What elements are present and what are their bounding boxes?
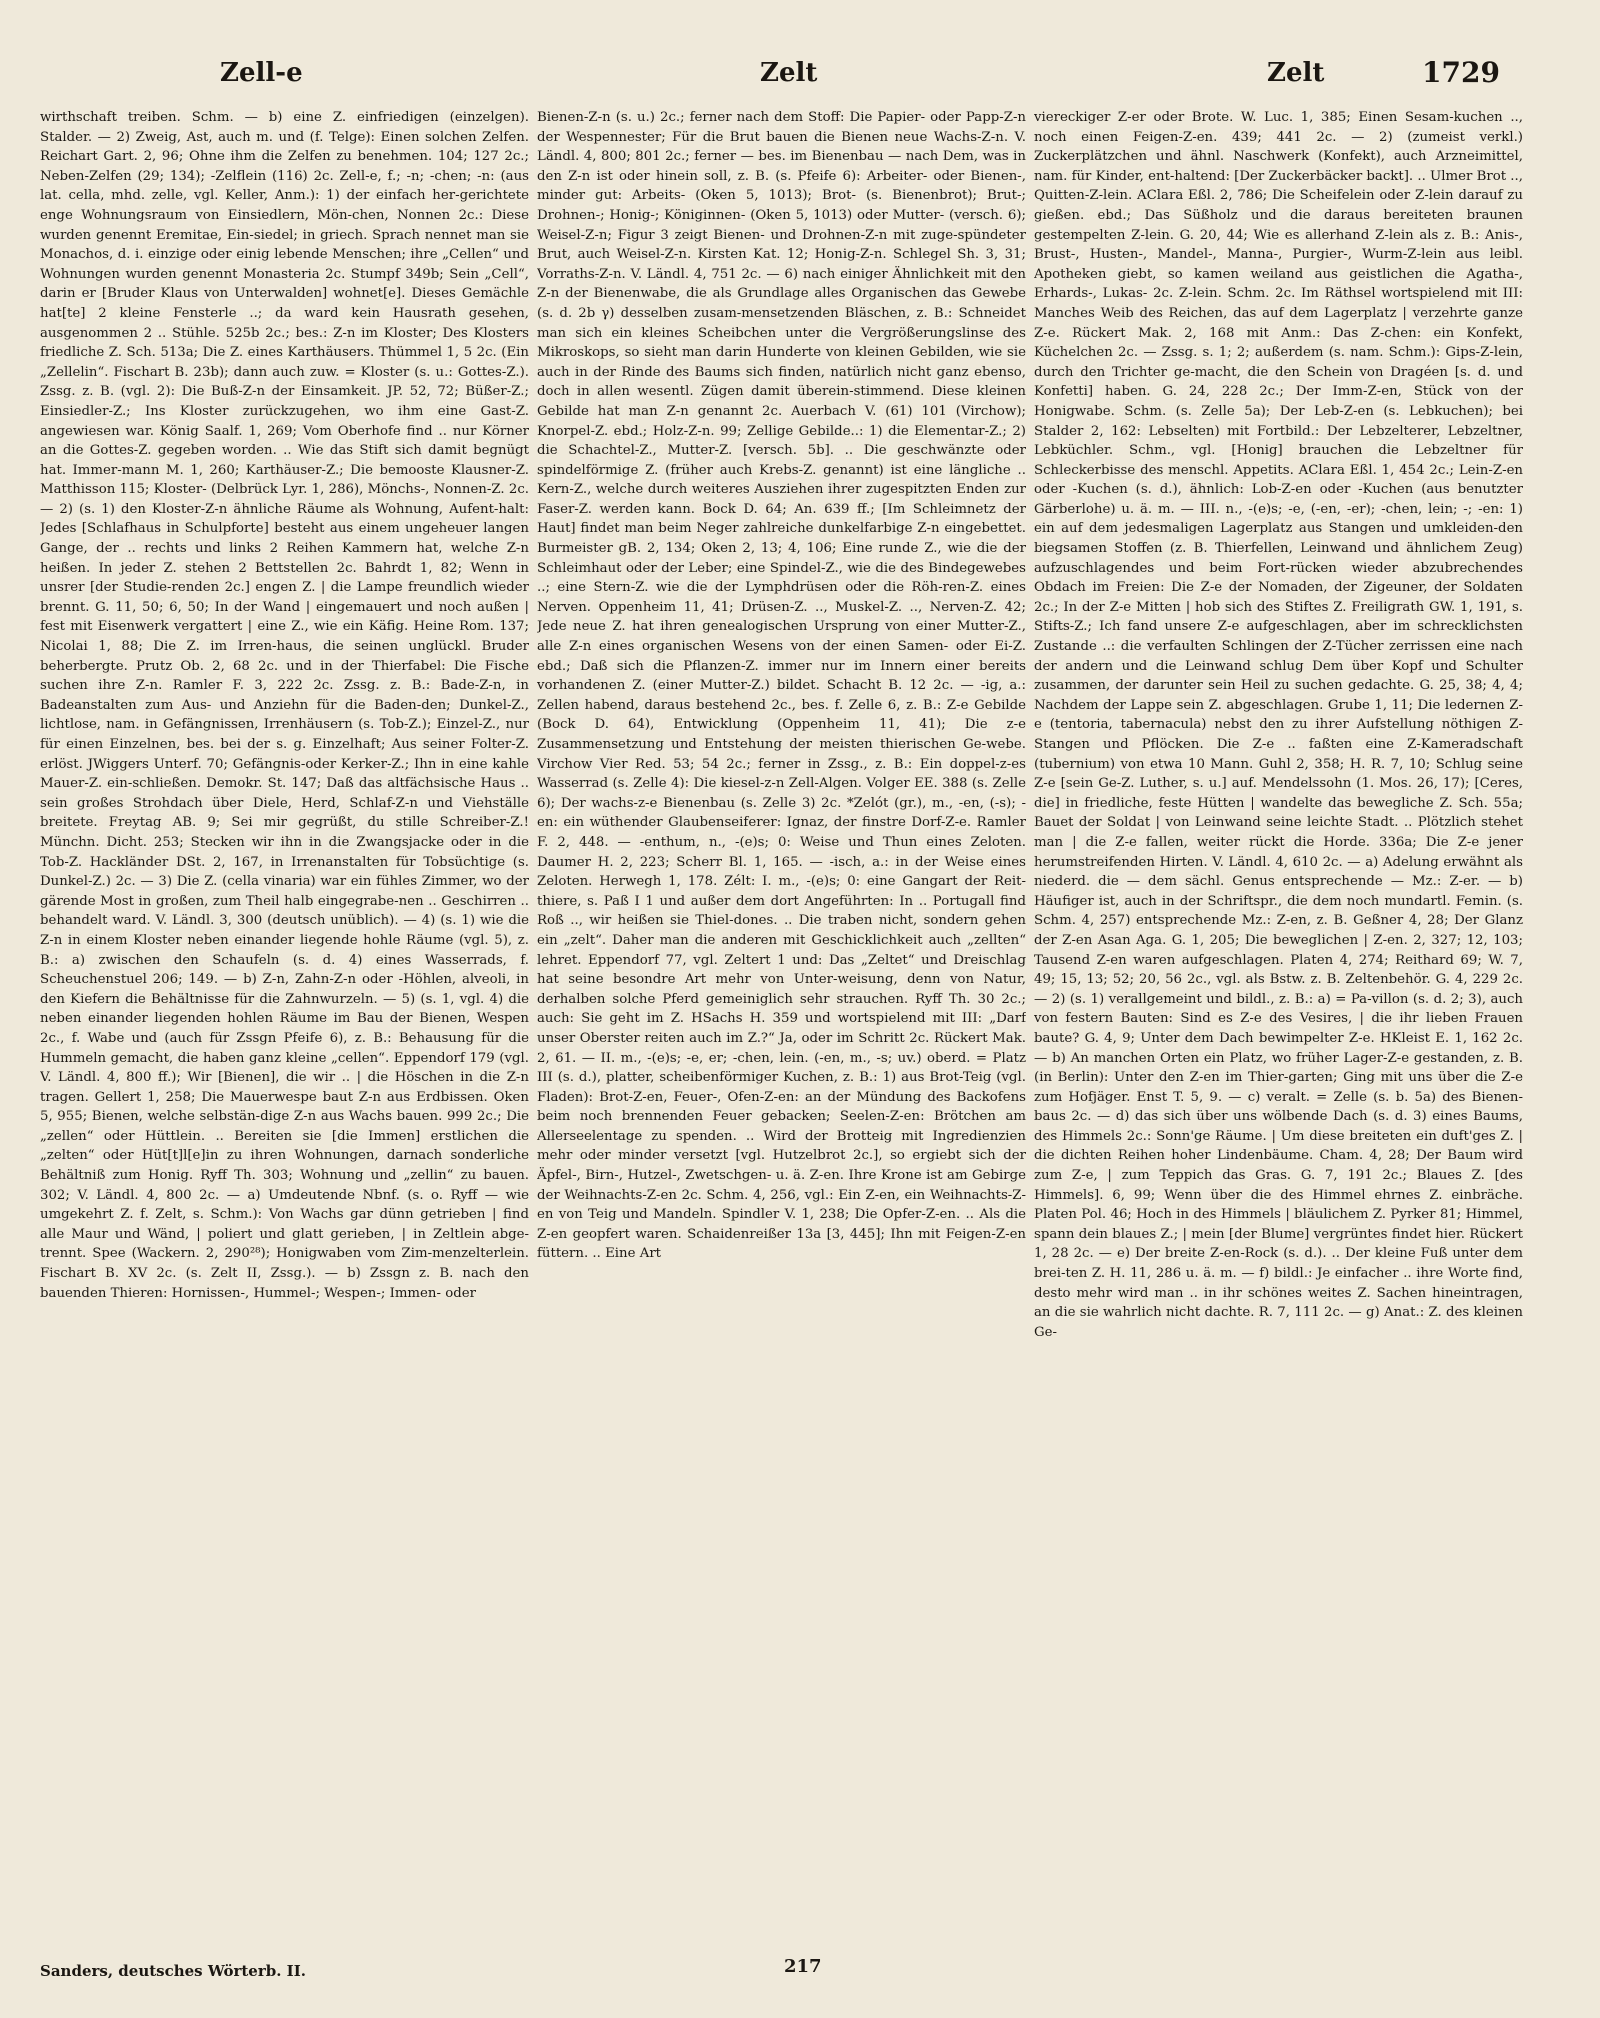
column-1-text: wirthschaft treiben. Schm. — b) eine Z. einfriedigen (einzelgen). Stalder. — 2) Zweig, Ast, auch m. und (f. Telge): Einen solchen Zelfen. Reichart Gart. 2, 96; Ohne ihm die Zelfen zu benehmen. 104; 127 2c.; Neben-Zelfen (29; 134); -Zelflein (116) 2c. Zell-e, f.; -n; -chen; -n: (aus lat. cella, mhd. zelle, vgl. Keller, Anm.): 1) der einfach her-gerichtete enge Wohnungsraum von Einsiedlern, Mön-chen, Nonnen 2c.: Diese wurden genennt Eremitae, Ein-siedel; in griech. Sprach nennet man sie Monachos, d. i. einzige oder einig lebende Menschen; ihre „Cellen“ und Wohnungen wurden genennt Monasteria 2c. Stumpf 349b; Sein „Cell“, darin er [Bruder Klaus von Unterwalden] wohnet[e]. Dieses Gemächle hat[te] 2 kleine Fensterle ..; da ward kein Hausrath gesehen, ausgenommen 2 .. Stühle. 525b 2c.; bes.: Z-n im Kloster; Des Klosters friedliche Z. Sch. 513a; Die Z. eines Karthäusers. Thümmel 1, 5 2c. (Ein „Zellelin“. Fischart B. 23b); dann auch zuw. = Kloster (s. u.: Gottes-Z.). Zssg. z. B. (vgl. 2): Die Buß-Z-n der Einsamkeit. JP. 52, 72; Büßer-Z.; Einsiedler-Z.; Ins Kloster zurückzugehen, wo ihm eine Gast-Z. angewiesen war. König Saalf. 1, 269; Vom Oberhofe find .. nur Körner an die Gottes-Z. gegeben worden. .. Wie das Stift sich damit begnügt hat. Immer-mann M. 1, 260; Karthäuser-Z.; Die bemooste Klausner-Z. Matthisson 115; Kloster- (Delbrück Lyr. 1, 286), Mönchs-, Nonnen-Z. 2c. — 2) (s. 1) den Kloster-Z-n ähnliche Räume als Wohnung, Aufent-halt: Jedes [Schlafhaus in Schulpforte] besteht aus einem ungeheuer langen Gange, der .. rechts und links 2 Reihen Kammern hat, welche Z-n heißen. In jeder Z. stehen 2 Bettstellen 2c. Bahrdt 1, 82; Wenn in unsrer [der Studie-renden 2c.] engen Z. | die Lampe freundlich wieder brennt. G. 11, 50; 6, 50; In der Wand | eingemauert und noch außen | fest mit Eisenwerk vergattert | eine Z., wie ein Käfig. Heine Rom. 137; Nicolai 1, 88; Die Z. im Irren-haus, die seinen unglückl. Bruder beherbergte. Prutz Ob. 2, 68 2c. und in der Thierfabel: Die Fische suchen ihre Z-n. Ramler F. 3, 222 2c. Zssg. z. B.: Bade-Z-n, in Badeanstalten zum Aus- und Anziehn für die Baden-den; Dunkel-Z., lichtlose, nam. in Gefängnissen, Irrenhäusern (s. Tob-Z.); Einzel-Z., nur für einen Einzelnen, bes. bei der s. g. Einzelhaft; Aus seiner Folter-Z. erlöst. JWiggers Unterf. 70; Gefängnis-oder Kerker-Z.; Ihn in eine kahle Mauer-Z. ein-schließen. Demokr. St. 147; Daß das altfächsische Haus .. sein großes Strohdach über Diele, Herd, Schlaf-Z-n und Viehställe breitete. Freytag AB. 9; Sei mir gegrüßt, du stille Schreiber-Z.! Münchn. Dicht. 253; Stecken wir ihn in die Zwangsjacke oder in die Tob-Z. Hackländer DSt. 2, 167, in Irrenanstalten für Tobsüchtige (s. Dunkel-Z.) 2c. — 3) Die Z. (cella vinaria) war ein fühles Zimmer, wo der gärende Most in großen, zum Theil halb eingegrabe-nen .. Geschirren .. behandelt ward. V. Ländl. 3, 300 (deutsch unüblich). — 4) (s. 1) wie die Z-n in einem Kloster neben einander liegende hohle Räume (vgl. 5), z. B.: a) zwischen den Schaufeln (s. d. 4) eines Wasserrads, f. Scheuchenstuel 206; 149. — b) Z-n, Zahn-Z-n oder -Höhlen, alveoli, in den Kiefern die Behältnisse für die Zahnwurzeln. — 5) (s. 1, vgl. 4) die neben einander liegenden hohlen Räume im Bau der Bienen, Wespen 2c., f. Wabe und (auch für Zssgn Pfeife 6), z. B.: Behausung für die Hummeln gemacht, die haben ganz kleine „cellen“. Eppendorf 179 (vgl. V. Ländl. 4, 800 ff.); Wir [Bienen], die wir .. | die Höschen in die Z-n tragen. Gellert 1, 258; Die Mauerwespe baut Z-n aus Erdbissen. Oken 5, 955; Bienen, welche selbstän-dige Z-n aus Wachs bauen. 999 2c.; Die „zellen“ oder Hüttlein. .. Bereiten sie [die Immen] erstlichen die „zelten“ oder Hüt[t]l[e]in zu ihren Wohnungen, darnach sonderliche Behältniß zum Honig. Ryff Th. 303; Wohnung und „zellin“ zu bauen. 302; V. Ländl. 4, 800 2c. — a) Umdeutende Nbnf. (s. o. Ryff — wie umgekehrt Z. f. Zelt, s. Schm.): Von Wachs gar dünn getrieben | find alle Maur und Wänd, | poliert und glatt gerieben, | in Zeltlein abge-trennt. Spee (Wackern. 2, 290²⁸); Honigwaben vom Zim-menzelterlein. Fischart B. XV 2c. (s. Zelt II, Zssg.). — b) Zssgn z. B. nach den bauenden Thieren: Hornissen-, Hummel-; Wespen-; Immen- oder bbox=[40, 110, 529, 1301]
running-head-center: Zelt bbox=[760, 58, 818, 88]
column-1 bbox=[40, 108, 529, 1948]
page-number: 1729 bbox=[1422, 56, 1500, 89]
column-2 bbox=[537, 108, 1026, 1948]
running-head-right: Zelt bbox=[1267, 58, 1325, 88]
text-columns bbox=[40, 108, 1570, 1948]
running-head-left: Zell-e bbox=[220, 58, 303, 88]
dictionary-page bbox=[40, 0, 1570, 2018]
footer-sheet-number: 217 bbox=[784, 1956, 822, 1977]
column-3-text: viereckiger Z-er oder Brote. W. Luc. 1, 385; Einen Sesam-kuchen .., noch einen Feigen-Z-en. 439; 441 2c. — 2) (zumeist verkl.) Zuckerplätzchen und ähnl. Naschwerk (Konfekt), auch Arzneimittel, nam. für Kinder, ent-haltend: [Der Zuckerbäcker backt]. .. Ulmer Brot .., Quitten-Z-lein. AClara Eßl. 2, 786; Die Scheifelein oder Z-lein darauf zu gießen. ebd.; Das Süßholz und die daraus bereiteten braunen gestempelten Z-lein. G. 20, 44; Wie es allerhand Z-lein als z. B.: Anis-, Brust-, Husten-, Mandel-, Manna-, Purgier-, Wurm-Z-lein aus leibl. Apotheken giebt, so kamen weiland aus geistlichen die Agatha-, Erhards-, Lukas- 2c. Z-lein. Schm. 2c. Im Räthsel wortspielend mit III: Manches Weib des Reichen, das auf dem Lagerplatz | verzehrte ganze Z-e. Rückert Mak. 2, 168 mit Anm.: Das Z-chen: ein Konfekt, Küchelchen 2c. — Zssg. s. 1; 2; außerdem (s. nam. Schm.): Gips-Z-lein, durch den Trichter ge-macht, die den Schein von Dragéen [s. d. und Konfetti] haben. G. 24, 228 2c.; Der Imm-Z-en, Stück von der Honigwabe. Schm. (s. Zelle 5a); Der Leb-Z-en (s. Lebkuchen); bei Stalder 2, 162: Lebselten) mit Fortbild.: Der Lebzelterer, Lebzeltner, Lebküchler. Schm., vgl. [Honig] brauchen die Lebzeltner für Schleckerbisse des menschl. Appetits. AClara Eßl. 1, 454 2c.; Lein-Z-en oder -Kuchen (s. d.), ähnlich: Lob-Z-en oder -Kuchen (aus benutzter Gärberlohe) u. ä. m. — III. n., -(e)s; -e, (-en, -er); -chen, lein; -; -en: 1) ein auf dem jedesmaligen Lagerplatz aus Stangen und umkleiden-den biegsamen Stoffen (z. B. Thierfellen, Leinwand und ähnlichem Zeug) aufzuschlagendes und beim Fort-rücken wieder abzubrechendes Obdach im Freien: Die Z-e der Nomaden, der Zigeuner, der Soldaten 2c.; In der Z-e Mitten | hob sich des Stiftes Z. Freiligrath GW. 1, 191, s. Stifts-Z.; Ich fand unsere Z-e aufgeschlagen, aber im schrecklichsten Zustande ..: die verfaulten Schlingen der Z-Tücher zerrissen eine nach der andern und die Leinwand schlug Dem über Kopf und Schulter zusammen, der darunter sein Heil zu suchen gedachte. G. 25, 38; 4, 4; Nachdem der Lappe sein Z. abgeschlagen. Grube 1, 11; Die ledernen Z-e (tentoria, tabernacula) nebst den zu ihrer Aufstellung nöthigen Z-Stangen und Pflöcken. Die Z-e .. faßten eine Z-Kameradschaft (tubernium) von etwa 10 Mann. Guhl 2, 358; H. R. 7, 10; Schlug seine Z-e [sein Ge-Z. Luther, s. u.] auf. Mendelssohn (1. Mos. 26, 17); [Ceres, die] in friedliche, feste Hütten | wandelte das bewegliche Z. Sch. 55a; Bauet der Soldat | von Leinwand seine leichte Stadt. .. Plötzlich stehet man | die Z-e fallen, weiter rückt die Horde. 336a; Die Z-e jener herumstreifenden Hirten. V. Ländl. 4, 610 2c. — a) Adelung erwähnt als niederd. die — dem sächl. Genus entsprechende — Mz.: Z-er. — b) Häufiger ist, auch in der Schriftspr., die dem noch mundartl. Femin. (s. Schm. 4, 257) entsprechende Mz.: Z-en, z. B. Geßner 4, 28; Der Glanz der Z-en Asan Aga. G. 1, 205; Die beweglichen | Z-en. 2, 327; 12, 103; Tausend Z-en waren aufgeschlagen. Platen 4, 274; Reithard 69; W. 7, 49; 15, 13; 52; 20, 56 2c., vgl. als Bstw. z. B. Zeltenbehör. G. 4, 229 2c. — 2) (s. 1) verallgemeint und bildl., z. B.: a) = Pa-villon (s. d. 2; 3), auch von festern Bauten: Sind es Z-e des Vesires, | die ihr lieben Frauen baute? G. 4, 9; Unter dem Dach bewimpelter Z-e. HKleist E. 1, 162 2c. — b) An manchen Orten ein Platz, wo früher Lager-Z-e gestanden, z. B. (in Berlin): Unter den Z-en im Thier-garten; Ging mit uns über die Z-e zum Hofjäger. Enst T. 5, 9. — c) veralt. = Zelle (s. b. 5a) des Bienen-baus 2c. — d) das sich über uns wölbende Dach (s. d. 3) eines Baums, des Himmels 2c.: Sonn'ge Räume. | Um diese breiteten ein duft'ges Z. | die dichten Reihen hoher Lindenbäume. Cham. 4, 28; Der Baum wird zum Z-e, | zum Teppich das Gras. G. 7, 191 2c.; Blaues Z. [des Himmels]. 6, 99; Wenn über die des Himmel ehrnes Z. einbräche. Platen Pol. 46; Hoch in des Himmels | bläulichem Z. Pyrker 81; Himmel, spann dein blaues Z.; | mein [der Blume] vergrüntes findet hier. Rückert 1, 28 2c. — e) Der breite Z-en-Rock (s. d.). .. Der kleine Fuß unter dem brei-ten Z. H. 11, 286 u. ä. m. — f) bildl.: Je einfacher .. ihre Worte find, desto mehr wird man .. in ihr schönes weites Z. Sachen hineintragen, an die sie wahrlich nicht dachte. R. 7, 111 2c. — g) Anat.: Z. des kleinen Ge- bbox=[1034, 110, 1523, 1340]
footer-signature: Sanders, deutsches Wörterb. II. bbox=[40, 1962, 306, 1980]
column-2-text: Bienen-Z-n (s. u.) 2c.; ferner nach dem Stoff: Die Papier- oder Papp-Z-n der Wespennester; Für die Brut bauen die Bienen neue Wachs-Z-n. V. Ländl. 4, 800; 801 2c.; ferner — bes. im Bienenbau — nach Dem, was in den Z-n ist oder hinein soll, z. B. (s. Pfeife 6): Arbeiter- oder Bienen-, minder gut: Arbeits- (Oken 5, 1013); Brot- (s. Bienenbrot); Brut-; Drohnen-; Honig-; Königinnen- (Oken 5, 1013) oder Mutter- (versch. 6); Weisel-Z-n; Figur 3 zeigt Bienen- und Drohnen-Z-n mit zuge-spündeter Brut, auch Weisel-Z-n. Kirsten Kat. 12; Honig-Z-n. Schlegel Sh. 3, 31; Vorraths-Z-n. V. Ländl. 4, 751 2c. — 6) nach einiger Ähnlichkeit mit den Z-n der Bienenwabe, die als Grundlage alles Organischen das Gewebe (s. d. 2b γ) desselben zusam-mensetzenden Bläschen, z. B.: Schneidet man sich ein kleines Scheibchen unter die Vergrößerungslinse des Mikroskops, so sieht man darin Hunderte von kleinen Gebilden, wie sie auch in der Rinde des Baums sich finden, natürlich nicht ganz ebenso, doch in allen wesentl. Zügen damit überein-stimmend. Diese kleinen Gebilde hat man Z-n genannt 2c. Auerbach V. (61) 101 (Virchow); Knorpel-Z. ebd.; Holz-Z-n. 99; Zellige Gebilde..: 1) die Elementar-Z.; 2) die Schachtel-Z., Mutter-Z. [versch. 5b]. .. Die geschwänzte oder spindelförmige Z. (früher auch Krebs-Z. genannt) ist eine längliche .. Kern-Z., welche durch weiteres Ausziehen ihrer zugespitzten Enden zur Faser-Z. werden kann. Bock D. 64; An. 639 ff.; [Im Schleimnetz der Haut] findet man beim Neger zahlreiche dunkelfarbige Z-n eingebettet. Burmeister gB. 2, 134; Oken 2, 13; 4, 106; Eine runde Z., wie die der Schleimhaut oder der Leber; eine Spindel-Z., wie die des Bindegewebes ..; eine Stern-Z. wie die der Lymphdrüsen oder die Röh-ren-Z. eines Nerven. Oppenheim 11, 41; Drüsen-Z. .., Muskel-Z. .., Nerven-Z. 42; Jede neue Z. hat ihren genealogischen Ursprung von einer Mutter-Z., alle Z-n eines organischen Wesens von der einen Samen- oder Ei-Z. ebd.; Daß sich die Pflanzen-Z. immer nur im Innern einer bereits vorhandenen Z. (einer Mutter-Z.) bildet. Schacht B. 12 2c. — -ig, a.: Zellen habend, daraus bestehend 2c., bes. f. Zelle 6, z. B.: Z-e Gebilde (Bock D. 64), Entwicklung (Oppenheim 11, 41); Die z-e Zusammensetzung und Entstehung der meisten thierischen Ge-webe. Virchow Vier Red. 53; 54 2c.; ferner in Zssg., z. B.: Ein doppel-z-es Wasserrad (s. Zelle 4): Die kiesel-z-n Zell-Algen. Volger EE. 388 (s. Zelle 6); Der wachs-z-e Bienenbau (s. Zelle 3) 2c. *Zelót (gr.), m., -en, (-s); -en: ein wüthender Glaubenseiferer: Ignaz, der finstre Dorf-Z-e. Ramler F. 2, 448. — -enthum, n., -(e)s; 0: Weise und Thun eines Zeloten. Daumer H. 2, 223; Scherr Bl. 1, 165. — -isch, a.: in der Weise eines Zeloten. Herwegh 1, 178. Zélt: I. m., -(e)s; 0: eine Gangart der Reit-thiere, s. Paß I 1 und außer dem dort Angeführten: In .. Portugall find Roß .., wir heißen sie Thiel-dones. .. Die traben nicht, sondern gehen ein „zelt“. Daher man die anderen mit Geschicklichkeit auch „zellten“ lehret. Eppendorf 77, vgl. Zeltert 1 und: Das „Zeltet“ und Dreischlag hat seine besondre Art mehr von Unter-weisung, denn von Natur, derhalben solche Pferd gemeiniglich sehr strauchen. Ryff Th. 30 2c.; auch: Sie geht im Z. HSachs H. 359 und wortspielend mit III: „Darf unser Oberster reiten auch im Z.?“ Ja, oder im Schritt 2c. Rückert Mak. 2, 61. — II. m., -(e)s; -e, er; -chen, lein. (-en, m., -s; uv.) oberd. = Platz III (s. d.), platter, scheibenförmiger Kuchen, z. B.: 1) aus Brot-Teig (vgl. Fladen): Brot-Z-en, Feuer-, Ofen-Z-en: an der Mündung des Backofens beim noch brennenden Feuer gebacken; Seelen-Z-en: Brötchen am Allerseelentage zu spenden. .. Wird der Brotteig mit Ingredienzien mehr oder minder versetzt [vgl. Hutzelbrot 2c.], so ergiebt sich der Äpfel-, Birn-, Hutzel-, Zwetschgen- u. ä. Z-en. Ihre Krone ist am Gebirge der Weihnachts-Z-en 2c. Schm. 4, 256, vgl.: Ein Z-en, ein Weihnachts-Z-en von Teig und Mandeln. Spindler V. 1, 238; Die Opfer-Z-en. .. Als die Z-en geopfert waren. Schaidenreißer 13a [3, 445]; Ihn mit Feigen-Z-en füttern. .. Eine Art bbox=[537, 110, 1026, 1262]
column-3 bbox=[1034, 108, 1523, 1948]
